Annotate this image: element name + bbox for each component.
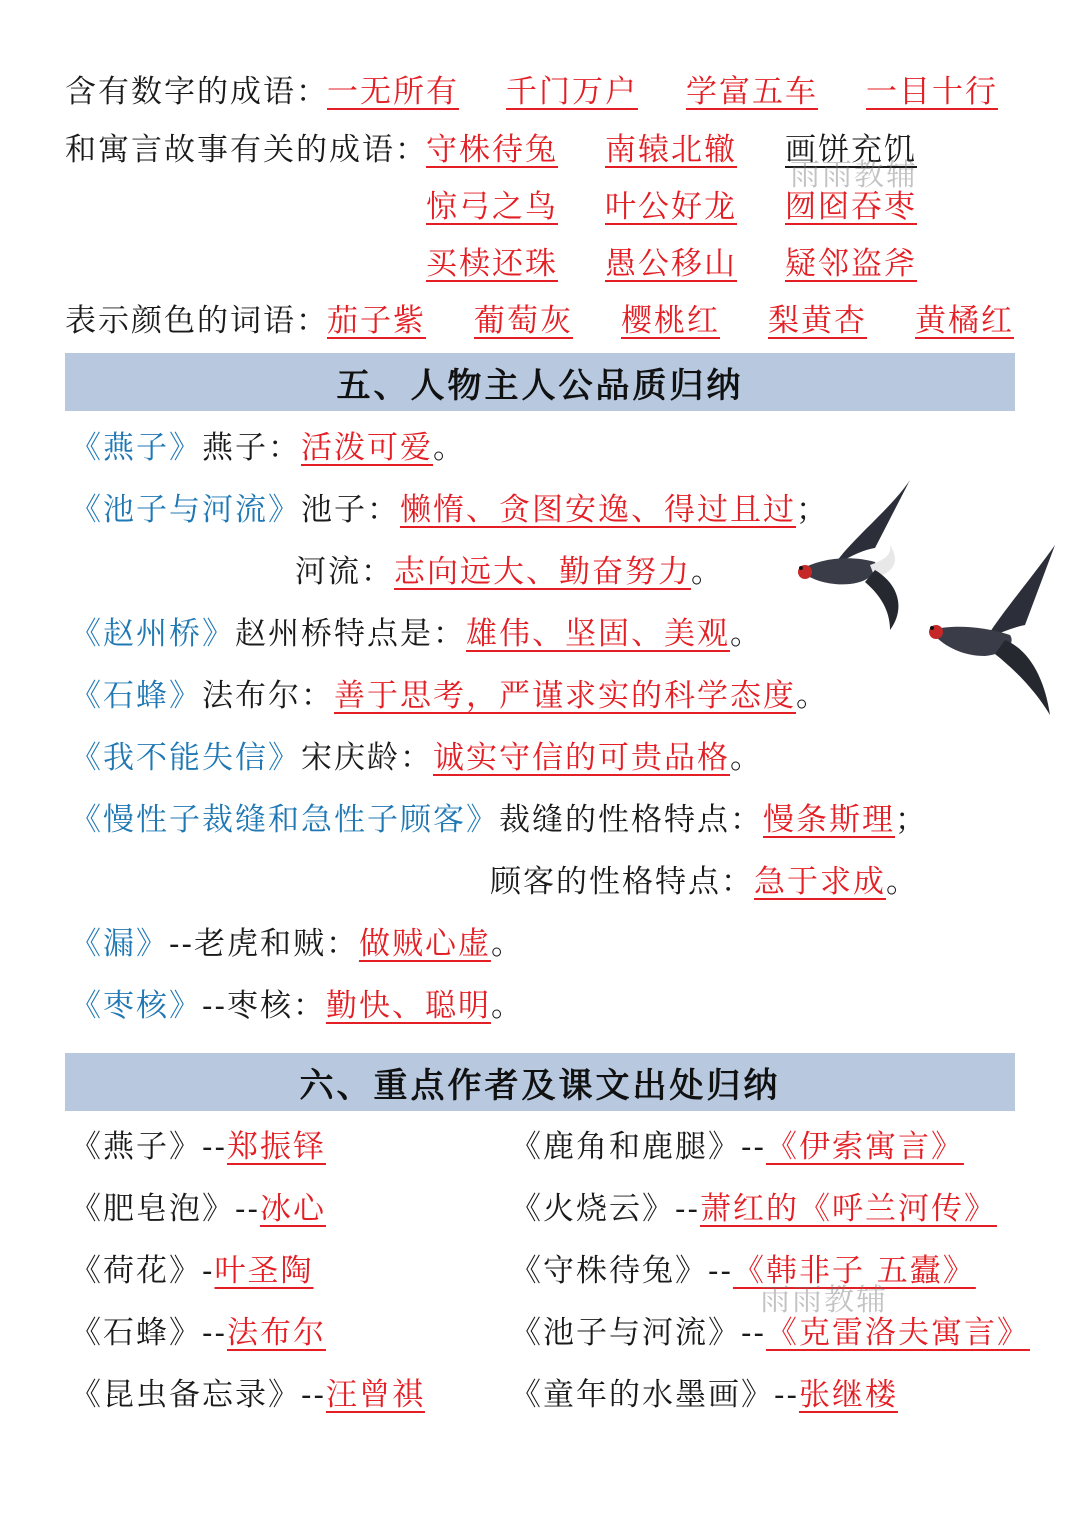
watermark: 雨雨教辅 [760,1283,888,1318]
idiom-answer: 惊弓之鸟 [426,189,558,225]
idiom-answer: 买椟还珠 [426,246,558,282]
lesson-title: 《荷花》 [70,1253,202,1289]
lesson-title: 《鹿角和鹿腿》 [510,1129,741,1165]
trait-label: 燕子： [202,430,301,466]
trait-answer: 志向远大、勤奋努力 [394,554,691,590]
author-row [510,1313,1030,1353]
separator: -- [741,1315,766,1351]
trait-answer: 雄伟、坚固、美观 [466,616,730,652]
trait-answer: 诚实守信的可贵品格 [433,740,730,776]
color-answer: 樱桃红 [621,303,720,339]
lesson-title: 《守株待兔》 [510,1253,708,1289]
idioms-numbers-row [65,72,329,112]
fable-label: 和寓言故事有关的成语： [65,132,428,168]
author-row [510,1127,964,1167]
lesson-title: 《火烧云》 [510,1191,675,1227]
author-answer: 郑振铎 [226,1129,326,1165]
trait-row [70,986,524,1026]
color-answer: 茄子紫 [327,303,426,339]
author-row [510,1251,976,1291]
trait-answer: 懒惰、贪图安逸、得过且过 [400,492,796,528]
punct: 。 [796,678,829,714]
punct: 。 [730,616,763,652]
lesson-title: 《燕子》 [70,1129,202,1165]
idiom-answer: 一无所有 [327,74,459,110]
idiom-answer: 疑邻盗斧 [785,246,917,282]
separator: -- [675,1191,700,1227]
punct: 。 [490,926,524,962]
author-answer: 法布尔 [226,1315,326,1351]
color-label: 表示颜色的词语： [65,303,329,339]
trait-answer: 活泼可爱 [301,430,433,466]
lesson-title: 《漏》 [70,926,169,962]
trait-label: --枣核： [202,988,326,1024]
punct: 。 [691,554,724,590]
idiom-answer: 叶公好龙 [605,189,737,225]
separator: -- [774,1377,799,1413]
swallows-illustration [780,470,1070,730]
author-answer: 叶圣陶 [214,1253,314,1289]
author-row [70,1251,313,1291]
author-row [70,1189,326,1229]
trait-label: --老虎和贼： [169,926,359,962]
trait-row [490,862,919,902]
lesson-title: 《石蜂》 [70,1315,202,1351]
trait-row [70,738,763,778]
section6-title: 六、重点作者及课文出处归纳 [65,1053,1015,1111]
lesson-title: 《池子与河流》 [510,1315,741,1351]
author-row [510,1189,997,1229]
author-row [70,1313,326,1353]
punct: 。 [490,988,524,1024]
separator: -- [708,1253,733,1289]
lesson-title: 《燕子》 [70,430,202,466]
author-row [70,1375,425,1415]
section5-title: 五、人物主人公品质归纳 [65,353,1015,411]
idiom-answer: 学富五车 [686,74,818,110]
watermark: 雨雨教辅 [790,158,918,193]
lesson-title: 《昆虫备忘录》 [70,1377,301,1413]
trait-label: 裁缝的性格特点： [499,802,763,838]
trait-label: 池子： [301,492,400,528]
color-answer: 葡萄灰 [474,303,573,339]
trait-row [70,800,928,840]
lesson-title: 《赵州桥》 [70,616,235,652]
punct: ； [796,492,829,528]
numbers-label: 含有数字的成语： [65,74,329,110]
author-answer: 张继楼 [798,1377,898,1413]
trait-row [70,676,829,716]
trait-label: 赵州桥特点是： [235,616,466,652]
idiom-answer: 南辕北辙 [605,132,737,168]
lesson-title: 《童年的水墨画》 [510,1377,774,1413]
author-answer: 《克雷洛夫寓言》 [765,1315,1030,1351]
separator: -- [202,1315,227,1351]
lesson-title: 《我不能失信》 [70,740,301,776]
author-answer: 《韩非子 五蠹》 [732,1253,976,1289]
trait-answer: 急于求成 [754,864,886,900]
lesson-title: 《枣核》 [70,988,202,1024]
idiom-answer: 一目十行 [866,74,998,110]
color-answer: 黄橘红 [915,303,1014,339]
lesson-title: 《池子与河流》 [70,492,301,528]
idiom-answer: 千门万户 [506,74,638,110]
trait-answer: 勤快、聪明 [325,988,491,1024]
lesson-title: 《慢性子裁缝和急性子顾客》 [70,802,499,838]
swallow-2 [929,545,1055,715]
trait-label: 宋庆龄： [301,740,433,776]
separator: -- [301,1377,326,1413]
separator: - [202,1253,215,1289]
trait-row [70,924,524,964]
trait-answer: 做贼心虚 [358,926,491,962]
separator: -- [741,1129,766,1165]
author-answer: 萧红的《呼兰河传》 [699,1191,997,1227]
trait-answer: 善于思考，严谨求实的科学态度 [334,678,796,714]
idiom-answer: 守株待兔 [426,132,558,168]
lesson-title: 《肥皂泡》 [70,1191,235,1227]
punct: 。 [433,430,466,466]
trait-answer: 慢条斯理 [763,802,895,838]
author-answer: 汪曾祺 [325,1377,425,1413]
author-row [70,1127,326,1167]
punct: 。 [730,740,763,776]
trait-row [70,490,829,530]
trait-row [70,614,763,654]
punct: ； [895,802,928,838]
trait-label: 法布尔： [202,678,334,714]
idiom-answer: 囫囵吞枣 [785,189,917,225]
separator: -- [235,1191,260,1227]
trait-row [70,428,466,468]
idiom-answer: 愚公移山 [605,246,737,282]
swallow-1 [798,480,910,630]
lesson-title: 《石蜂》 [70,678,202,714]
author-answer: 冰心 [259,1191,326,1227]
trait-label: 顾客的性格特点： [490,864,754,900]
trait-row [295,552,724,592]
idiom-answer: 画饼充饥 [785,132,917,168]
color-answer: 梨黄杏 [768,303,867,339]
author-row [510,1375,898,1415]
separator: -- [202,1129,227,1165]
punct: 。 [886,864,919,900]
author-answer: 《伊索寓言》 [765,1129,964,1165]
trait-label: 河流： [295,554,394,590]
